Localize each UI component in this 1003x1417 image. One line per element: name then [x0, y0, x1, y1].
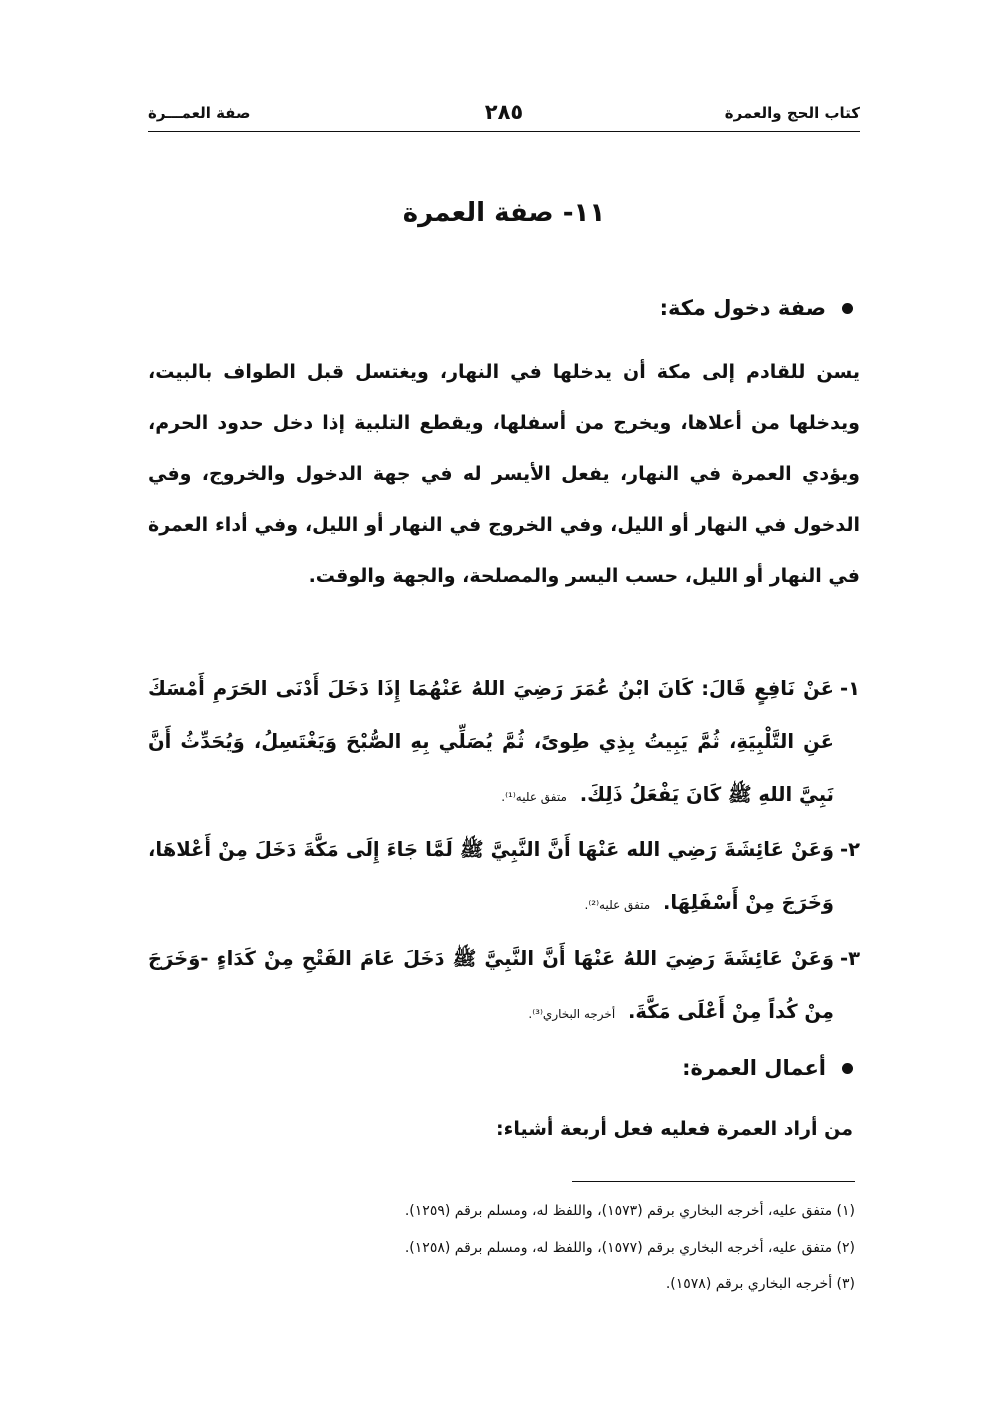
footnote-3: (٣) أخرجه البخاري برقم (١٥٧٨). [665, 1276, 855, 1292]
hadith-body [148, 823, 834, 932]
hadith-number: ١- [840, 677, 860, 700]
section-heading-entering-makkah [660, 296, 853, 320]
hadith-1 [148, 662, 860, 824]
running-header [148, 100, 860, 128]
hadith-source: متفق عليه⁽²⁾. [584, 898, 651, 912]
hadith-number: ٣- [840, 947, 860, 970]
book-title: كتاب الحج والعمرة [724, 104, 860, 122]
hadith-source: أخرجه البخاري⁽³⁾. [528, 1007, 616, 1021]
umrah-acts-intro: من أراد العمرة فعليه فعل أربعة أشياء: [496, 1118, 853, 1140]
chapter-title: ١١- صفة العمرة [402, 198, 606, 228]
hadith-2 [148, 823, 860, 932]
hadith-body [148, 662, 834, 824]
page-number: ٢٨٥ [484, 100, 524, 124]
hadith-source: متفق عليه⁽¹⁾. [501, 790, 567, 804]
bullet-icon [842, 303, 853, 314]
hadith-text: عَنْ نَافِعٍ قَالَ: كَانَ ابْنُ عُمَرَ رَضِيَ اللهُ عَنْهُمَا إِذَا دَخَلَ أَدْنَى الحَرَمِ أَمْسَكَ عَنِ التَّلْبِيَةِ، ثُمَّ يَبِيتُ بِذِي طِوىً، ثُمَّ يُصَلِّي بِهِ الصُّبْحَ وَيَغْتَسِلُ، وَيُحَدِّثُ أَنَّ نَبِيَّ اللهِ ﷺ كَانَ يَفْعَلُ ذَلِكَ. [148, 677, 834, 806]
hadith-text: وَعَنْ عَائِشَةَ رَضِيَ اللهُ عَنْهَا أَنَّ النَّبِيَّ ﷺ دَخَلَ عَامَ الفَتْحِ مِنْ كَدَاءٍ -وَخَرَجَ مِنْ كُداً مِنْ أَعْلَى مَكَّةَ. [148, 947, 834, 1023]
hadith-3 [148, 932, 860, 1041]
section-heading-text: أعمال العمرة: [682, 1056, 826, 1080]
header-divider [148, 131, 860, 132]
section-heading-umrah-acts [682, 1056, 853, 1080]
footnote-2: (٢) متفق عليه، أخرجه البخاري برقم (١٥٧٧)، واللفظ له، ومسلم برقم (١٢٥٨). [404, 1240, 855, 1256]
section-title: صفة العمـــرة [148, 104, 251, 122]
intro-paragraph: يسن للقادم إلى مكة أن يدخلها في النهار، ويغتسل قبل الطواف بالبيت، ويدخلها من أعلاها، ويخرج من أسفلها، ويقطع التلبية إذا دخل حدود الحرم، ويؤدي العمرة في النهار، يفعل الأيسر له في جهة الدخول والخروج، وفي الدخول في النهار أو الليل، وفي الخروج في النهار أو الليل، وفي أداء العمرة في النهار أو الليل، حسب اليسر والمصلحة، والجهة والوقت. [148, 361, 860, 587]
section-heading-text: صفة دخول مكة: [659, 296, 826, 320]
footnote-1: (١) متفق عليه، أخرجه البخاري برقم (١٥٧٣)، واللفظ له، ومسلم برقم (١٢٥٩). [404, 1203, 855, 1219]
footnote-divider [572, 1181, 855, 1182]
bullet-icon [842, 1063, 853, 1074]
hadith-body [148, 932, 834, 1041]
hadith-text: وَعَنْ عَائِشَةَ رَضِي الله عَنْهَا أَنَّ النَّبِيَّ ﷺ لَمَّا جَاءَ إِلَى مَكَّةَ دَخَلَ مِنْ أَعْلاهَا، وَخَرَجَ مِنْ أَسْفَلِهَا. [148, 838, 834, 914]
hadith-number: ٢- [840, 838, 860, 861]
